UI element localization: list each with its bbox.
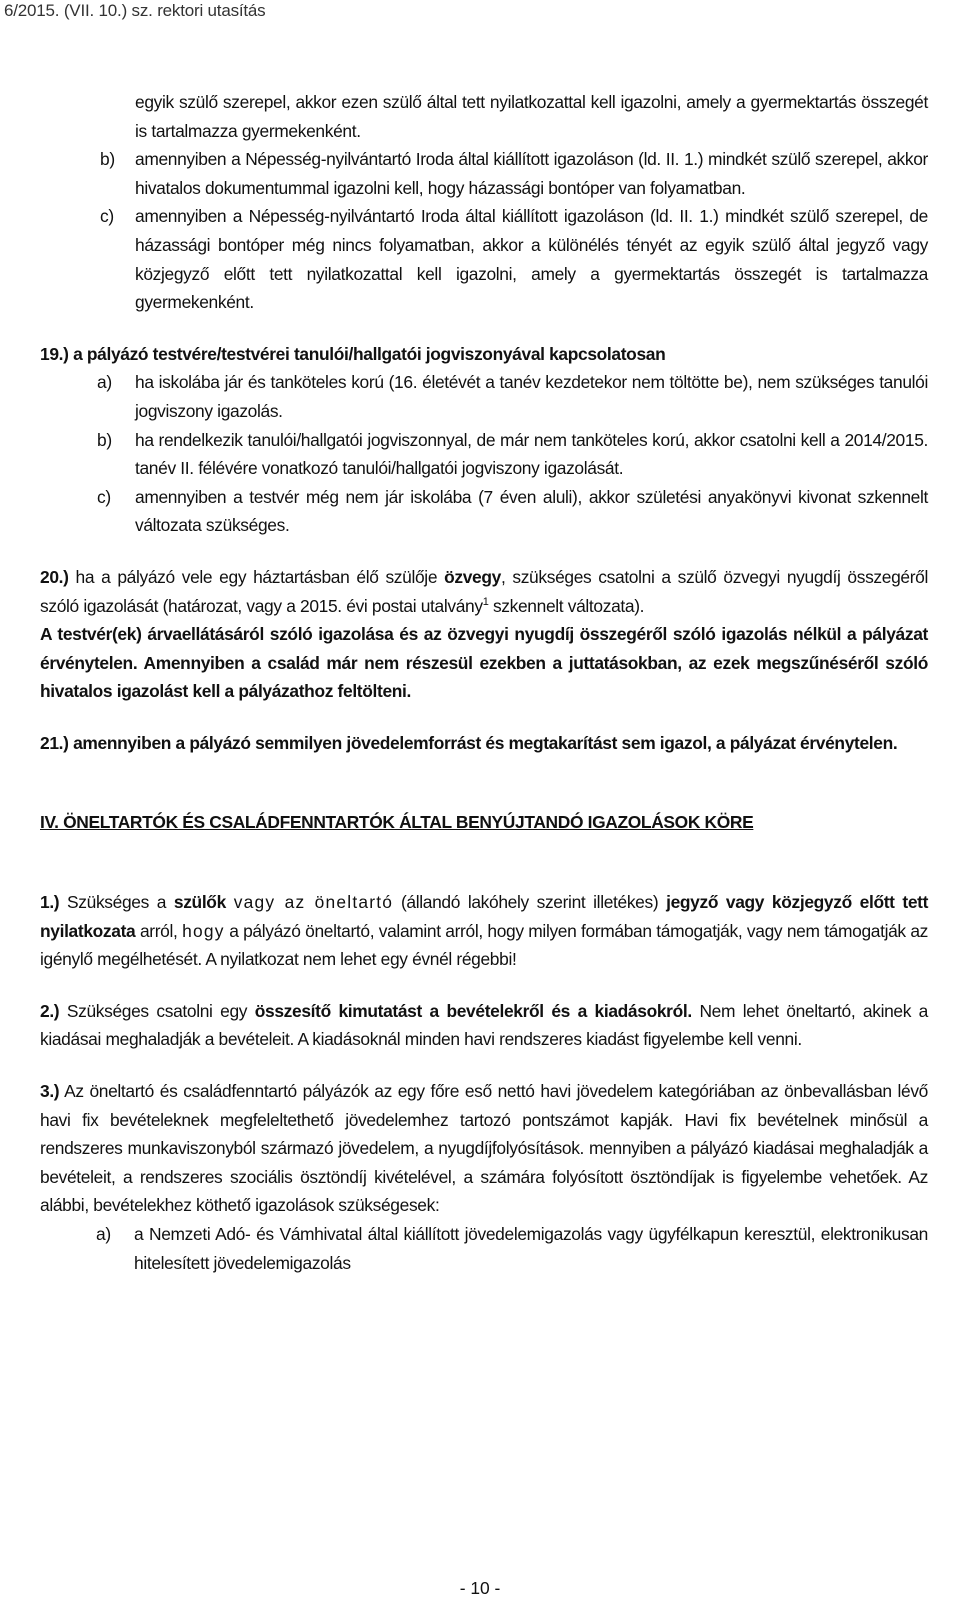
item-20-warning — [40, 620, 928, 706]
text-run: , szükséges csatolni a szülő özvegyi nyugdíj összegéről szóló igazolását (határozat, vagy a 2015. évi postai utalvány — [40, 566, 929, 616]
item-number: 19.) — [40, 343, 69, 364]
section-item-2 — [40, 997, 928, 1054]
item-number: 1.) — [40, 892, 60, 913]
item-number: 2.) — [40, 1000, 60, 1021]
item-21 — [40, 729, 928, 758]
bold-run: özvegy — [444, 566, 501, 587]
continued-text — [40, 88, 928, 145]
bold-run: összesítő kimutatást a bevételekről és a kiadásokról. — [254, 1000, 692, 1021]
text-run: hogy — [182, 920, 225, 941]
list-item-c — [40, 202, 928, 316]
item-19-b — [40, 426, 928, 483]
text-run: Szükséges a — [67, 892, 167, 913]
item-title: a pályázó testvére/testvérei tanulói/hallgatói jogviszonyával kapcsolatosan — [73, 343, 666, 364]
section-item-3-a — [40, 1220, 928, 1277]
item-text: amennyiben a pályázó semmilyen jövedelemforrást és megtakarítást sem igazol, a pályázat érvénytelen. — [73, 732, 898, 753]
section-title — [40, 808, 928, 837]
item-19-c — [40, 483, 928, 540]
section-heading: IV. ÖNELTARTÓK ÉS CSALÁDFENNTARTÓK ÁLTAL BENYÚJTANDÓ IGAZOLÁSOK KÖRE — [40, 812, 754, 833]
bold-run: szülők — [173, 892, 226, 913]
text-run: szkennelt változata). — [488, 595, 645, 616]
item-number: 3.) — [40, 1081, 60, 1102]
item-label: b) — [100, 149, 115, 170]
list-item-b — [40, 145, 928, 202]
warning-text: A testvér(ek) árvaellátásáról szóló igazolása és az özvegyi nyugdíj összegéről szóló igazolás nélkül a pályázat érvénytelen. Amennyiben a család már nem részesül ezekben a juttatásokban, az ezek megszűnéséről szóló hivatalos igazolást kell a pályázathoz feltölteni. — [40, 624, 928, 702]
item-label: b) — [97, 429, 112, 450]
item-text: amennyiben a testvér még nem jár iskolába (7 éven aluli), akkor születési anyakönyvi kivonat szkennelt változata szükséges. — [135, 486, 928, 536]
item-text: Az öneltartó és családfenntartó pályázók az egy főre eső nettó havi jövedelem kategóriában az önbevallásban lévő havi fix bevételeknek megfeleltethető jövedelemhez tartozó pontszámot kapják. Havi fix bevételnek minősül a rendszeres munkaviszonyból származó jövedelem, a nyugdíjfolyósítások. mennyiben a pályázó kiadásai meghaladják a bevételeit, a rendszeres szociális ösztöndíj kivételével, a számára folyósított ösztöndíjak is figyelembe vehetőek. Az alábbi, bevételekhez köthető igazolások szükségesek: — [40, 1081, 928, 1216]
item-19-a — [40, 368, 928, 425]
item-19-heading — [40, 340, 928, 369]
section-item-3 — [40, 1077, 928, 1220]
item-text: amennyiben a Népesség-nyilvántartó Iroda által kiállított igazoláson (ld. II. 1.) mindkét szülő szerepel, akkor hivatalos dokumentummal igazolni kell, hogy házassági bontóper van folyamatban. — [135, 149, 928, 198]
item-text: a Nemzeti Adó- és Vámhivatal által kiállított jövedelemigazolás vagy ügyfélkapun keresztül, elektronikusan hitelesített jövedelemigazolás — [134, 1224, 928, 1273]
item-20 — [40, 563, 928, 620]
text-run: a pályázó öneltartó, valamint arról, hogy milyen formában támogatják, vagy nem támogatják az igénylő megélhetését. A nyilatkozat nem lehet egy évnél régebbi! — [40, 920, 929, 970]
item-text: ha rendelkezik tanulói/hallgatói jogviszonnyal, de már nem tanköteles korú, akkor csatolni kell a 2014/2015. tanév II. félévére vonatkozó tanulói/hallgatói jogviszony igazolását. — [135, 429, 928, 479]
text-run: Szükséges csatolni egy — [66, 1000, 248, 1021]
item-number: 20.) — [40, 566, 69, 587]
document-body — [40, 88, 928, 1277]
item-text: ha iskolába jár és tanköteles korú (16. életévét a tanév kezdetekor nem töltötte be), nem szükséges tanulói jogviszony igazolás. — [135, 372, 928, 421]
item-label: c) — [100, 206, 114, 227]
item-label: a) — [96, 1224, 111, 1244]
item-label: c) — [97, 486, 111, 507]
document-header: 6/2015. (VII. 10.) sz. rektori utasítás — [4, 1, 266, 20]
text-run: ha a pályázó vele egy háztartásban élő szülője — [75, 566, 438, 587]
text-run: arról, — [139, 920, 178, 941]
item-text: amennyiben a Népesség-nyilvántartó Iroda által kiállított igazoláson (ld. II. 1.) mindkét szülő szerepel, de házassági bontóper még nincs folyamatban, akkor a különélés tényét az egyik szülő által jegyző vagy közjegyző előtt tett nyilatkozattal kell igazolni, amely a gyermektartás összegét is tartalmazza gyermekenként. — [135, 206, 928, 313]
bold-run: jegyző vagy közjegyző előtt tett nyilatkozata — [40, 892, 929, 941]
text-run: (állandó lakóhely szerint illetékes) — [400, 892, 659, 913]
section-item-1 — [40, 888, 928, 974]
continued-line: egyik szülő szerepel, akkor ezen szülő által tett nyilatkozattal kell igazolni, amely a gyermektartás összegét is tartalmazza gyermekenként. — [135, 92, 928, 141]
text-run: vagy az öneltartó — [233, 892, 394, 913]
text-run: Nem lehet öneltartó, akinek a kiadásai meghaladják a bevételeit. A kiadásoknál minden havi rendszeres kiadást figyelembe kell venni. — [40, 1000, 928, 1050]
page-number: - 10 - — [459, 1578, 501, 1598]
footnote-ref: 1 — [482, 595, 489, 608]
item-number: 21.) — [40, 732, 69, 753]
item-label: a) — [97, 372, 112, 393]
